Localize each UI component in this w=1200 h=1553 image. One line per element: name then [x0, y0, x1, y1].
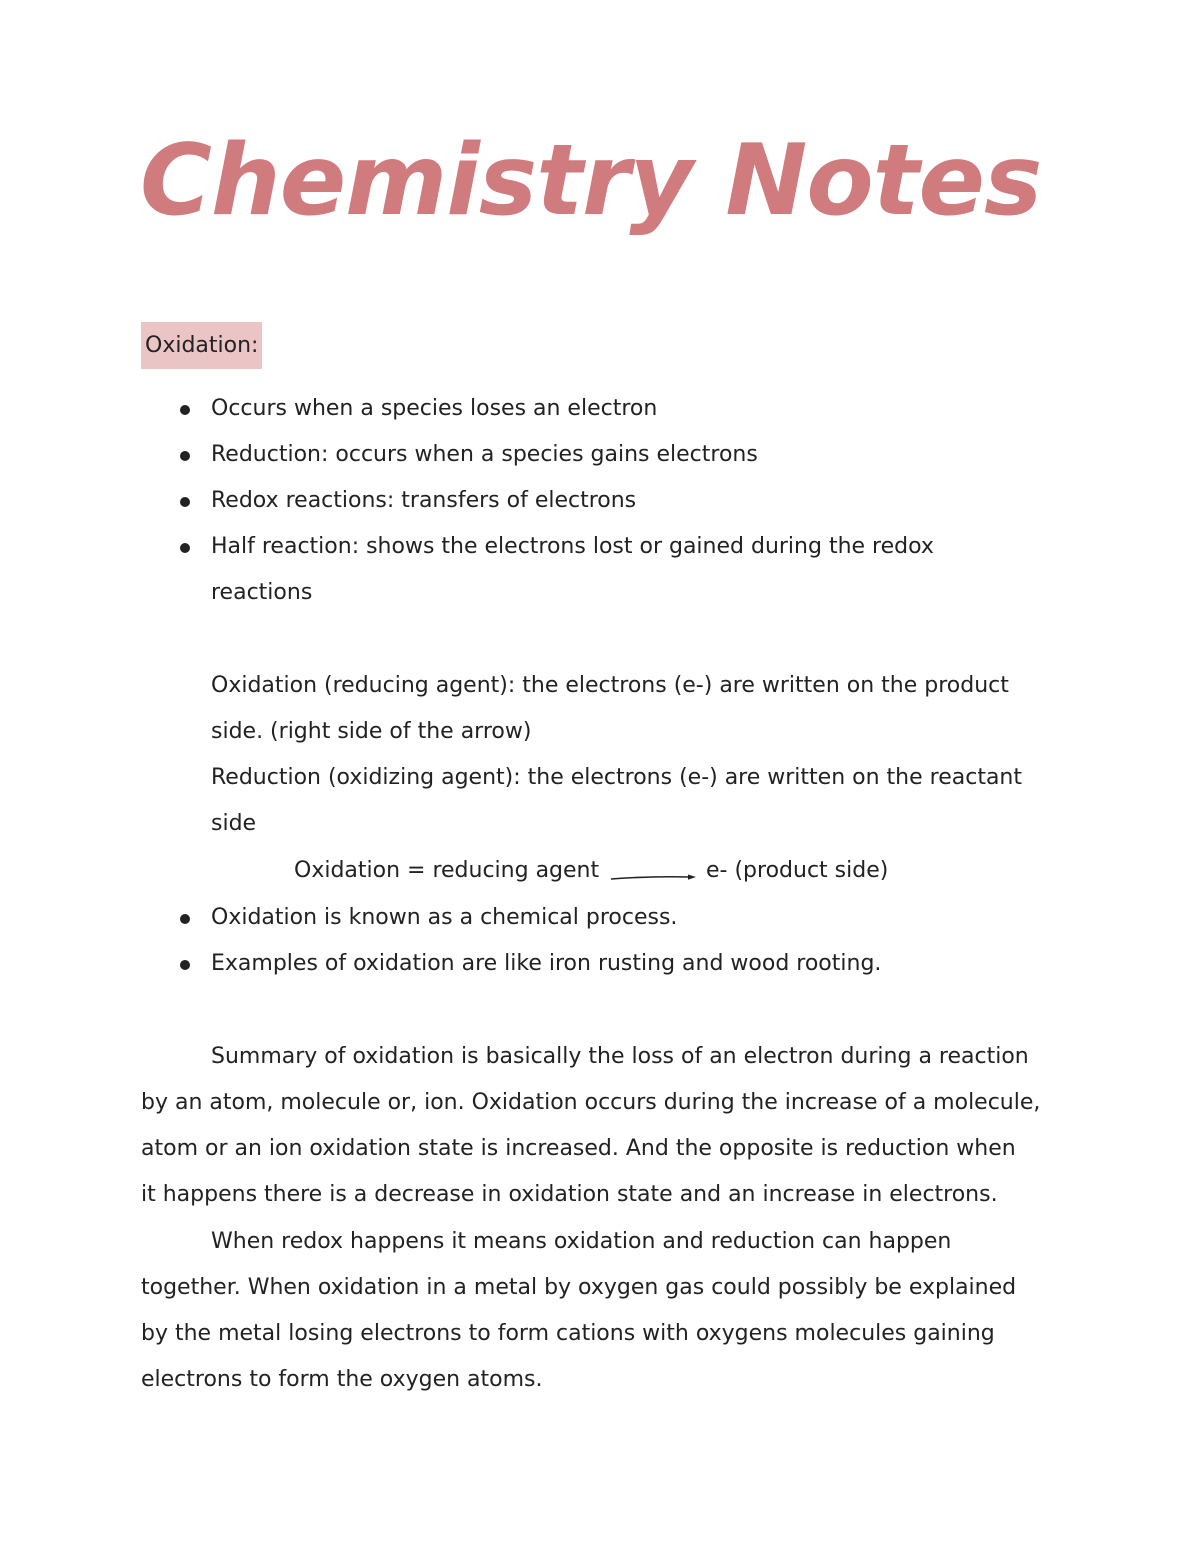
bullet-item-redox: Redox reactions: transfers of electrons	[211, 488, 637, 513]
bullet-dot	[180, 960, 190, 970]
summary-paragraph-line: atom or an ion oxidation state is increased. And the opposite is reduction when	[141, 1136, 1016, 1161]
redox-paragraph-line: together. When oxidation in a metal by oxygen gas could possibly be explained	[141, 1275, 1017, 1300]
bullet-dot	[180, 914, 190, 924]
bullet-item-half-reaction: Half reaction: shows the electrons lost or gained during the redox	[211, 534, 934, 559]
bullet-item-examples: Examples of oxidation are like iron rusting and wood rooting.	[211, 951, 882, 976]
summary-paragraph-line: it happens there is a decrease in oxidation state and an increase in electrons.	[141, 1182, 998, 1207]
redox-paragraph-line: electrons to form the oxygen atoms.	[141, 1367, 543, 1392]
bullet-dot	[180, 405, 190, 415]
summary-paragraph-line: Summary of oxidation is basically the loss of an electron during a reaction	[211, 1044, 1029, 1069]
bullet-item-reduction: Reduction: occurs when a species gains electrons	[211, 442, 758, 467]
bullet-item-half-reaction-cont: reactions	[211, 580, 313, 605]
redox-paragraph-line: by the metal losing electrons to form cations with oxygens molecules gaining	[141, 1321, 995, 1346]
bullet-dot	[180, 497, 190, 507]
redox-paragraph-line: When redox happens it means oxidation and reduction can happen	[211, 1229, 952, 1254]
equation-right: e- (product side)	[706, 858, 889, 883]
bullet-item-chemical-process: Oxidation is known as a chemical process.	[211, 905, 678, 930]
oxidation-note-line: Oxidation (reducing agent): the electrons (e-) are written on the product	[211, 673, 1009, 698]
reaction-arrow-icon	[610, 873, 696, 883]
equation-left: Oxidation = reducing agent	[294, 858, 600, 883]
bullet-item-occurs: Occurs when a species loses an electron	[211, 396, 658, 421]
reduction-note-line: side	[211, 811, 257, 836]
summary-paragraph-line: by an atom, molecule or, ion. Oxidation occurs during the increase of a molecule,	[141, 1090, 1041, 1115]
section-heading-oxidation: Oxidation:	[141, 322, 262, 369]
reduction-note-line: Reduction (oxidizing agent): the electrons (e-) are written on the reactant	[211, 765, 1022, 790]
bullet-dot	[180, 543, 190, 553]
bullet-dot	[180, 451, 190, 461]
oxidation-note-line: side. (right side of the arrow)	[211, 719, 532, 744]
page-title: Chemistry Notes	[140, 124, 1042, 238]
